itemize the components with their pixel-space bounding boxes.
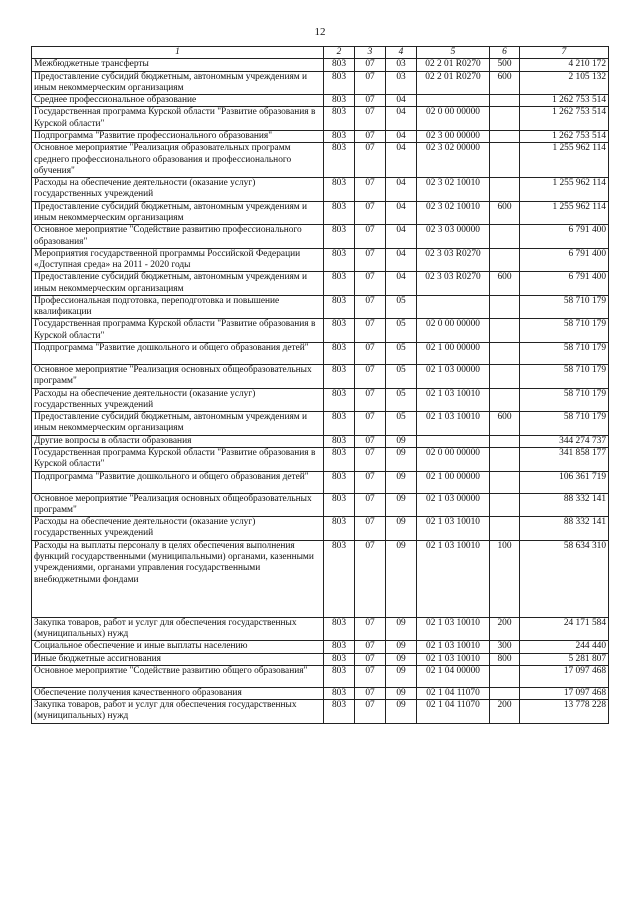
cell-subsection: 09 xyxy=(386,517,417,541)
cell-grbs: 803 xyxy=(324,71,355,95)
table-row xyxy=(32,130,609,142)
cell-grbs: 803 xyxy=(324,471,355,493)
cell-name: Государственная программа Курской области "Развитие образования в Курской области" xyxy=(32,319,324,343)
cell-target-article: 02 0 00 00000 xyxy=(417,319,490,343)
cell-name: Расходы на выплаты персоналу в целях обеспечения выполнения функций государственными (муниципальными) органами, казенными учреждениями, органами управления государственными внебюджетными фондами xyxy=(32,540,324,617)
cell-section: 07 xyxy=(355,471,386,493)
table-row xyxy=(32,319,609,343)
cell-name: Основное мероприятие "Реализация образовательных программ среднего профессионального образования и профессионального обучения" xyxy=(32,143,324,178)
cell-amount: 5 281 807 xyxy=(520,653,609,665)
cell-section: 07 xyxy=(355,641,386,653)
cell-section: 07 xyxy=(355,319,386,343)
cell-grbs: 803 xyxy=(324,225,355,249)
cell-grbs: 803 xyxy=(324,248,355,272)
cell-target-article: 02 3 02 10010 xyxy=(417,178,490,202)
cell-subsection: 09 xyxy=(386,448,417,472)
cell-target-article: 02 1 03 10010 xyxy=(417,517,490,541)
cell-target-article: 02 3 02 10010 xyxy=(417,201,490,225)
table-row xyxy=(32,412,609,436)
cell-section: 07 xyxy=(355,687,386,699)
cell-section: 07 xyxy=(355,295,386,319)
cell-amount: 1 262 753 514 xyxy=(520,107,609,131)
table-row xyxy=(32,201,609,225)
cell-amount: 6 791 400 xyxy=(520,225,609,249)
cell-expense-type xyxy=(490,448,520,472)
cell-section: 07 xyxy=(355,665,386,687)
cell-name: Иные бюджетные ассигнования xyxy=(32,653,324,665)
table-row xyxy=(32,272,609,296)
cell-expense-type xyxy=(490,248,520,272)
cell-section: 07 xyxy=(355,540,386,617)
cell-grbs: 803 xyxy=(324,143,355,178)
cell-section: 07 xyxy=(355,343,386,365)
cell-target-article xyxy=(417,295,490,319)
cell-section: 07 xyxy=(355,201,386,225)
cell-name: Основное мероприятие "Содействие развитию общего образования" xyxy=(32,665,324,687)
cell-target-article: 02 1 04 00000 xyxy=(417,665,490,687)
cell-subsection: 04 xyxy=(386,95,417,107)
cell-amount: 58 710 179 xyxy=(520,412,609,436)
cell-amount: 1 255 962 114 xyxy=(520,201,609,225)
cell-amount: 88 332 141 xyxy=(520,517,609,541)
cell-name: Закупка товаров, работ и услуг для обеспечения государственных (муниципальных) нужд xyxy=(32,700,324,724)
cell-grbs: 803 xyxy=(324,178,355,202)
table-row xyxy=(32,178,609,202)
header-cell: 5 xyxy=(417,47,490,59)
cell-name: Подпрограмма "Развитие дошкольного и общего образования детей" xyxy=(32,343,324,365)
cell-grbs: 803 xyxy=(324,687,355,699)
cell-name: Закупка товаров, работ и услуг для обеспечения государственных (муниципальных) нужд xyxy=(32,617,324,641)
cell-grbs: 803 xyxy=(324,448,355,472)
cell-amount: 58 634 310 xyxy=(520,540,609,617)
cell-amount: 344 274 737 xyxy=(520,435,609,447)
cell-expense-type xyxy=(490,493,520,517)
cell-target-article: 02 0 00 00000 xyxy=(417,448,490,472)
cell-expense-type: 600 xyxy=(490,412,520,436)
table-row xyxy=(32,653,609,665)
cell-section: 07 xyxy=(355,448,386,472)
cell-subsection: 09 xyxy=(386,493,417,517)
table-row xyxy=(32,59,609,71)
cell-amount: 58 710 179 xyxy=(520,295,609,319)
cell-amount: 17 097 468 xyxy=(520,665,609,687)
page-number: 12 xyxy=(314,26,326,38)
table-row xyxy=(32,95,609,107)
cell-expense-type xyxy=(490,343,520,365)
cell-grbs: 803 xyxy=(324,343,355,365)
cell-expense-type: 100 xyxy=(490,540,520,617)
header-row xyxy=(32,47,609,59)
cell-expense-type xyxy=(490,107,520,131)
cell-target-article: 02 1 04 11070 xyxy=(417,687,490,699)
table-row xyxy=(32,617,609,641)
cell-name: Мероприятия государственной программы Российской Федерации «Доступная среда» на 2011 - 2020 годы xyxy=(32,248,324,272)
cell-subsection: 09 xyxy=(386,653,417,665)
cell-grbs: 803 xyxy=(324,272,355,296)
cell-expense-type xyxy=(490,665,520,687)
cell-name: Профессиональная подготовка, переподготовка и повышение квалификации xyxy=(32,295,324,319)
cell-name: Основное мероприятие "Реализация основных общеобразовательных программ" xyxy=(32,493,324,517)
cell-name: Подпрограмма "Развитие профессионального образования" xyxy=(32,130,324,142)
table-row xyxy=(32,365,609,389)
cell-expense-type xyxy=(490,388,520,412)
table-body xyxy=(32,47,609,724)
cell-expense-type xyxy=(490,295,520,319)
cell-expense-type: 300 xyxy=(490,641,520,653)
cell-amount: 6 791 400 xyxy=(520,248,609,272)
cell-subsection: 04 xyxy=(386,130,417,142)
cell-target-article: 02 2 01 R0270 xyxy=(417,59,490,71)
cell-name: Основное мероприятие "Реализация основных общеобразовательных программ" xyxy=(32,365,324,389)
cell-name: Государственная программа Курской области "Развитие образования в Курской области" xyxy=(32,107,324,131)
cell-section: 07 xyxy=(355,225,386,249)
cell-amount: 58 710 179 xyxy=(520,343,609,365)
cell-grbs: 803 xyxy=(324,201,355,225)
cell-target-article: 02 0 00 00000 xyxy=(417,107,490,131)
cell-subsection: 09 xyxy=(386,540,417,617)
cell-target-article: 02 1 03 10010 xyxy=(417,388,490,412)
cell-expense-type xyxy=(490,130,520,142)
cell-name: Основное мероприятие "Содействие развитию профессионального образования" xyxy=(32,225,324,249)
cell-expense-type xyxy=(490,435,520,447)
table-row xyxy=(32,435,609,447)
cell-grbs: 803 xyxy=(324,59,355,71)
cell-section: 07 xyxy=(355,412,386,436)
table-row xyxy=(32,107,609,131)
cell-name: Расходы на обеспечение деятельности (оказание услуг) государственных учреждений xyxy=(32,517,324,541)
cell-section: 07 xyxy=(355,700,386,724)
cell-target-article: 02 1 00 00000 xyxy=(417,471,490,493)
cell-expense-type xyxy=(490,178,520,202)
cell-section: 07 xyxy=(355,107,386,131)
cell-subsection: 04 xyxy=(386,201,417,225)
cell-section: 07 xyxy=(355,617,386,641)
cell-section: 07 xyxy=(355,95,386,107)
cell-expense-type: 600 xyxy=(490,272,520,296)
cell-expense-type xyxy=(490,687,520,699)
cell-section: 07 xyxy=(355,71,386,95)
budget-table xyxy=(31,46,609,724)
cell-target-article: 02 3 02 00000 xyxy=(417,143,490,178)
cell-amount: 58 710 179 xyxy=(520,365,609,389)
cell-name: Предоставление субсидий бюджетным, автономным учреждениям и иным некоммерческим организациям xyxy=(32,201,324,225)
cell-subsection: 03 xyxy=(386,59,417,71)
cell-amount: 1 255 962 114 xyxy=(520,143,609,178)
cell-name: Предоставление субсидий бюджетным, автономным учреждениям и иным некоммерческим организациям xyxy=(32,272,324,296)
cell-section: 07 xyxy=(355,272,386,296)
cell-amount: 2 105 132 xyxy=(520,71,609,95)
cell-expense-type xyxy=(490,319,520,343)
cell-section: 07 xyxy=(355,178,386,202)
cell-subsection: 09 xyxy=(386,435,417,447)
cell-grbs: 803 xyxy=(324,295,355,319)
cell-subsection: 04 xyxy=(386,143,417,178)
cell-target-article: 02 1 03 10010 xyxy=(417,617,490,641)
cell-grbs: 803 xyxy=(324,435,355,447)
cell-amount: 6 791 400 xyxy=(520,272,609,296)
cell-section: 07 xyxy=(355,493,386,517)
cell-name: Расходы на обеспечение деятельности (оказание услуг) государственных учреждений xyxy=(32,388,324,412)
table-row xyxy=(32,343,609,365)
table-row xyxy=(32,388,609,412)
header-cell: 6 xyxy=(490,47,520,59)
cell-amount: 88 332 141 xyxy=(520,493,609,517)
cell-name: Государственная программа Курской области "Развитие образования в Курской области" xyxy=(32,448,324,472)
cell-target-article: 02 1 03 00000 xyxy=(417,365,490,389)
cell-amount: 1 255 962 114 xyxy=(520,178,609,202)
cell-amount: 58 710 179 xyxy=(520,319,609,343)
cell-section: 07 xyxy=(355,435,386,447)
cell-subsection: 09 xyxy=(386,471,417,493)
cell-amount: 1 262 753 514 xyxy=(520,130,609,142)
cell-expense-type: 200 xyxy=(490,700,520,724)
cell-amount: 244 440 xyxy=(520,641,609,653)
cell-section: 07 xyxy=(355,59,386,71)
cell-expense-type: 600 xyxy=(490,71,520,95)
header-cell: 7 xyxy=(520,47,609,59)
cell-expense-type xyxy=(490,365,520,389)
cell-subsection: 05 xyxy=(386,412,417,436)
cell-grbs: 803 xyxy=(324,107,355,131)
cell-target-article: 02 1 03 10010 xyxy=(417,641,490,653)
cell-subsection: 09 xyxy=(386,641,417,653)
table-row xyxy=(32,143,609,178)
cell-amount: 58 710 179 xyxy=(520,388,609,412)
cell-target-article xyxy=(417,435,490,447)
cell-subsection: 05 xyxy=(386,388,417,412)
cell-target-article: 02 1 03 00000 xyxy=(417,493,490,517)
cell-subsection: 09 xyxy=(386,687,417,699)
cell-grbs: 803 xyxy=(324,95,355,107)
cell-target-article: 02 3 03 R0270 xyxy=(417,272,490,296)
table-row xyxy=(32,700,609,724)
table-row xyxy=(32,248,609,272)
cell-amount: 4 210 172 xyxy=(520,59,609,71)
header-cell: 4 xyxy=(386,47,417,59)
cell-grbs: 803 xyxy=(324,653,355,665)
cell-expense-type xyxy=(490,225,520,249)
table-row xyxy=(32,665,609,687)
cell-expense-type xyxy=(490,471,520,493)
cell-name: Другие вопросы в области образования xyxy=(32,435,324,447)
header-cell: 1 xyxy=(32,47,324,59)
cell-name: Расходы на обеспечение деятельности (оказание услуг) государственных учреждений xyxy=(32,178,324,202)
cell-target-article: 02 1 04 11070 xyxy=(417,700,490,724)
cell-name: Подпрограмма "Развитие дошкольного и общего образования детей" xyxy=(32,471,324,493)
cell-subsection: 04 xyxy=(386,272,417,296)
cell-section: 07 xyxy=(355,143,386,178)
cell-target-article: 02 1 03 10010 xyxy=(417,540,490,617)
cell-subsection: 03 xyxy=(386,71,417,95)
cell-target-article: 02 3 03 00000 xyxy=(417,225,490,249)
cell-subsection: 04 xyxy=(386,248,417,272)
cell-grbs: 803 xyxy=(324,517,355,541)
table-row xyxy=(32,71,609,95)
table-row xyxy=(32,540,609,617)
cell-target-article xyxy=(417,95,490,107)
table-row xyxy=(32,448,609,472)
cell-grbs: 803 xyxy=(324,641,355,653)
cell-subsection: 05 xyxy=(386,343,417,365)
cell-subsection: 09 xyxy=(386,617,417,641)
cell-section: 07 xyxy=(355,248,386,272)
table-row xyxy=(32,517,609,541)
cell-expense-type: 600 xyxy=(490,201,520,225)
cell-name: Обеспечение получения качественного образования xyxy=(32,687,324,699)
cell-target-article: 02 2 01 R0270 xyxy=(417,71,490,95)
table-row xyxy=(32,493,609,517)
cell-amount: 1 262 753 514 xyxy=(520,95,609,107)
cell-grbs: 803 xyxy=(324,388,355,412)
cell-expense-type: 200 xyxy=(490,617,520,641)
cell-subsection: 09 xyxy=(386,700,417,724)
cell-expense-type: 800 xyxy=(490,653,520,665)
cell-target-article: 02 1 00 00000 xyxy=(417,343,490,365)
cell-grbs: 803 xyxy=(324,130,355,142)
cell-subsection: 04 xyxy=(386,107,417,131)
cell-section: 07 xyxy=(355,365,386,389)
cell-section: 07 xyxy=(355,517,386,541)
cell-grbs: 803 xyxy=(324,617,355,641)
cell-amount: 106 361 719 xyxy=(520,471,609,493)
cell-section: 07 xyxy=(355,388,386,412)
table-row xyxy=(32,225,609,249)
cell-amount: 341 858 177 xyxy=(520,448,609,472)
cell-section: 07 xyxy=(355,653,386,665)
cell-expense-type xyxy=(490,517,520,541)
cell-target-article: 02 1 03 10010 xyxy=(417,412,490,436)
cell-expense-type xyxy=(490,95,520,107)
cell-expense-type: 500 xyxy=(490,59,520,71)
cell-section: 07 xyxy=(355,130,386,142)
cell-grbs: 803 xyxy=(324,319,355,343)
cell-name: Предоставление субсидий бюджетным, автономным учреждениям и иным некоммерческим организациям xyxy=(32,71,324,95)
cell-subsection: 05 xyxy=(386,365,417,389)
header-cell: 2 xyxy=(324,47,355,59)
cell-subsection: 04 xyxy=(386,178,417,202)
cell-subsection: 05 xyxy=(386,319,417,343)
cell-amount: 13 778 228 xyxy=(520,700,609,724)
cell-target-article: 02 3 03 R0270 xyxy=(417,248,490,272)
cell-name: Предоставление субсидий бюджетным, автономным учреждениям и иным некоммерческим организациям xyxy=(32,412,324,436)
cell-amount: 24 171 584 xyxy=(520,617,609,641)
cell-grbs: 803 xyxy=(324,540,355,617)
cell-amount: 17 097 468 xyxy=(520,687,609,699)
table-row xyxy=(32,471,609,493)
table-row xyxy=(32,687,609,699)
table-row xyxy=(32,295,609,319)
cell-name: Социальное обеспечение и иные выплаты населению xyxy=(32,641,324,653)
cell-subsection: 09 xyxy=(386,665,417,687)
cell-target-article: 02 3 00 00000 xyxy=(417,130,490,142)
header-cell: 3 xyxy=(355,47,386,59)
table-row xyxy=(32,641,609,653)
cell-grbs: 803 xyxy=(324,365,355,389)
cell-grbs: 803 xyxy=(324,493,355,517)
cell-name: Межбюджетные трансферты xyxy=(32,59,324,71)
cell-grbs: 803 xyxy=(324,665,355,687)
cell-subsection: 04 xyxy=(386,225,417,249)
cell-grbs: 803 xyxy=(324,412,355,436)
cell-expense-type xyxy=(490,143,520,178)
cell-subsection: 05 xyxy=(386,295,417,319)
cell-target-article: 02 1 03 10010 xyxy=(417,653,490,665)
cell-name: Среднее профессиональное образование xyxy=(32,95,324,107)
cell-grbs: 803 xyxy=(324,700,355,724)
